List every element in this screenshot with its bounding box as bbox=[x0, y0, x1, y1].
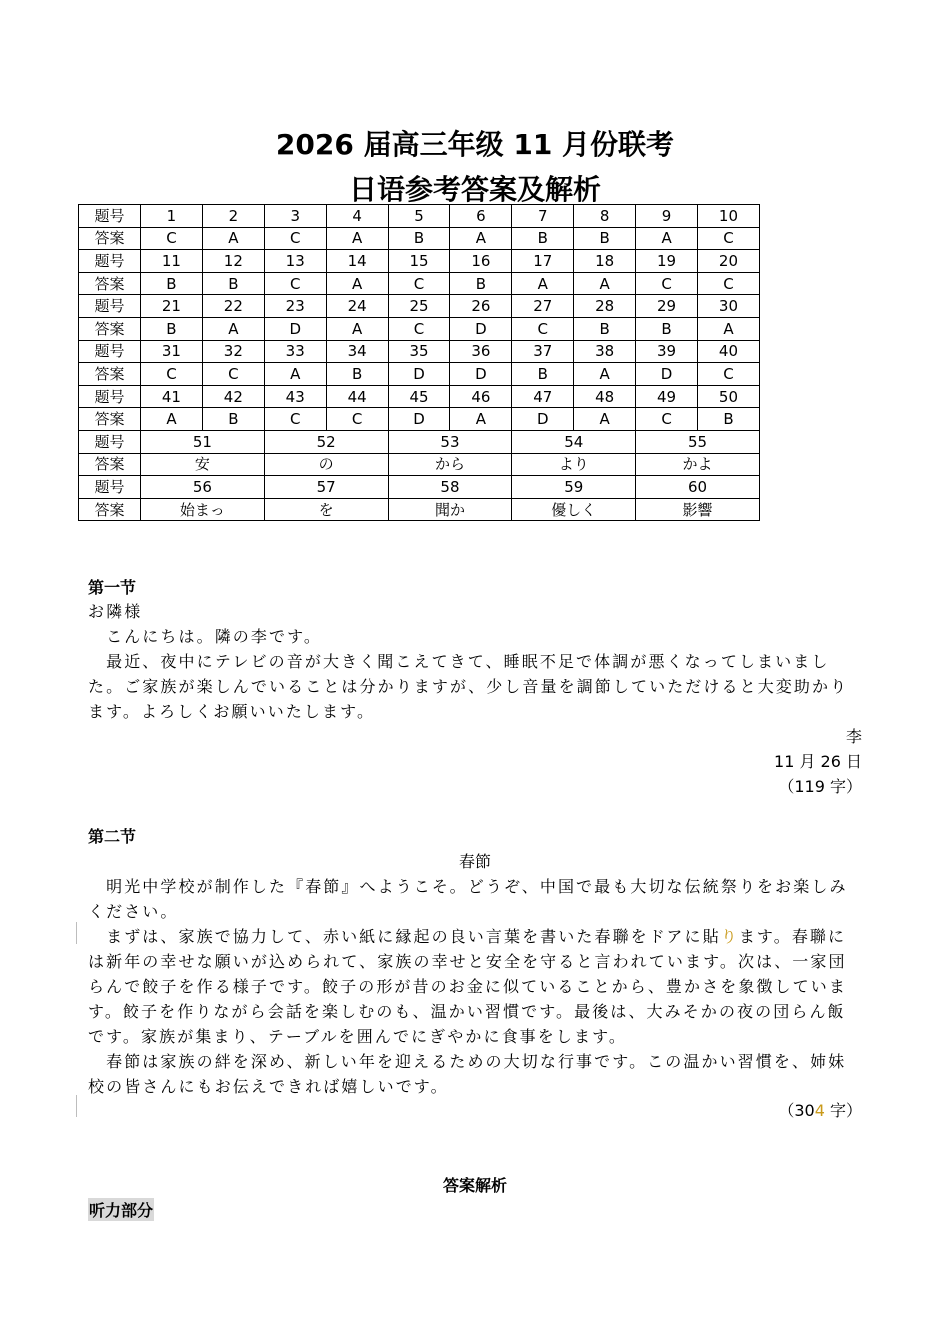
table-cell: 53 bbox=[388, 430, 512, 453]
table-cell: B bbox=[388, 227, 450, 250]
table-cell: 4 bbox=[326, 205, 388, 228]
highlight-char: り bbox=[720, 927, 739, 946]
table-cell: 15 bbox=[388, 250, 450, 273]
table-cell: 34 bbox=[326, 340, 388, 363]
table-cell: A bbox=[512, 272, 574, 295]
table-cell: 36 bbox=[450, 340, 512, 363]
table-cell: 16 bbox=[450, 250, 512, 273]
row-label: 题号 bbox=[79, 430, 141, 453]
answer-table bbox=[78, 204, 760, 521]
letter-signature: 李 bbox=[845, 727, 862, 746]
table-cell: 安 bbox=[141, 453, 265, 476]
table-cell: A bbox=[574, 363, 636, 386]
table-cell: C bbox=[264, 227, 326, 250]
row-label: 答案 bbox=[79, 453, 141, 476]
table-cell: 44 bbox=[326, 385, 388, 408]
table-cell: 影響 bbox=[636, 498, 760, 521]
question-number-row bbox=[79, 205, 760, 228]
table-cell: C bbox=[141, 227, 203, 250]
table-cell: B bbox=[574, 227, 636, 250]
table-cell: 13 bbox=[264, 250, 326, 273]
analysis-heading: 答案解析 bbox=[442, 1176, 507, 1195]
answer-row bbox=[79, 363, 760, 386]
table-cell: C bbox=[698, 227, 760, 250]
table-cell: B bbox=[450, 272, 512, 295]
table-cell: B bbox=[202, 408, 264, 431]
table-cell: A bbox=[574, 408, 636, 431]
row-label: 题号 bbox=[79, 476, 141, 499]
section1-heading: 第一节 bbox=[88, 578, 137, 597]
table-cell: 18 bbox=[574, 250, 636, 273]
row-label: 答案 bbox=[79, 408, 141, 431]
table-cell: 14 bbox=[326, 250, 388, 273]
essay-paragraph-3: 春節は家族の絆を深め、新しい年を迎えるための大切な行事です。この温かい習慣を、姉妹校の皆さんにもお伝えできれば嬉しいです。 bbox=[88, 1052, 847, 1096]
answer-row bbox=[79, 453, 760, 476]
table-cell: B bbox=[141, 272, 203, 295]
table-cell: 58 bbox=[388, 476, 512, 499]
table-cell: 33 bbox=[264, 340, 326, 363]
row-label: 答案 bbox=[79, 317, 141, 340]
table-cell: 19 bbox=[636, 250, 698, 273]
table-cell: 3 bbox=[264, 205, 326, 228]
table-cell: 始まっ bbox=[141, 498, 265, 521]
document-title: 2026 届高三年级 11 月份联考 bbox=[275, 128, 675, 161]
table-cell: A bbox=[202, 227, 264, 250]
table-cell: 8 bbox=[574, 205, 636, 228]
answer-row bbox=[79, 227, 760, 250]
question-number-row bbox=[79, 385, 760, 408]
highlight-count: 4 bbox=[814, 1101, 825, 1120]
table-cell: A bbox=[264, 363, 326, 386]
table-cell: 56 bbox=[141, 476, 265, 499]
table-cell: 29 bbox=[636, 295, 698, 318]
table-cell: C bbox=[264, 408, 326, 431]
table-cell: 39 bbox=[636, 340, 698, 363]
answer-row bbox=[79, 317, 760, 340]
question-number-row bbox=[79, 430, 760, 453]
table-cell: D bbox=[264, 317, 326, 340]
table-cell: 聞か bbox=[388, 498, 512, 521]
table-cell: 49 bbox=[636, 385, 698, 408]
table-cell: 30 bbox=[698, 295, 760, 318]
table-cell: 31 bbox=[141, 340, 203, 363]
table-cell: 5 bbox=[388, 205, 450, 228]
table-cell: A bbox=[141, 408, 203, 431]
table-cell: D bbox=[450, 317, 512, 340]
table-cell: B bbox=[574, 317, 636, 340]
question-number-row bbox=[79, 250, 760, 273]
table-cell: A bbox=[450, 408, 512, 431]
table-cell: 32 bbox=[202, 340, 264, 363]
row-label: 答案 bbox=[79, 272, 141, 295]
table-cell: かよ bbox=[636, 453, 760, 476]
table-cell: 27 bbox=[512, 295, 574, 318]
table-cell: C bbox=[698, 272, 760, 295]
letter-salutation: お隣様 bbox=[88, 602, 143, 621]
table-cell: 6 bbox=[450, 205, 512, 228]
table-cell: C bbox=[388, 317, 450, 340]
table-cell: B bbox=[326, 363, 388, 386]
table-cell: 2 bbox=[202, 205, 264, 228]
row-label: 答案 bbox=[79, 363, 141, 386]
table-cell: 45 bbox=[388, 385, 450, 408]
table-cell: 17 bbox=[512, 250, 574, 273]
table-cell: 41 bbox=[141, 385, 203, 408]
table-cell: 57 bbox=[264, 476, 388, 499]
table-cell: を bbox=[264, 498, 388, 521]
table-cell: D bbox=[388, 363, 450, 386]
table-cell: 54 bbox=[512, 430, 636, 453]
table-cell: C bbox=[388, 272, 450, 295]
table-cell: A bbox=[636, 227, 698, 250]
question-number-row bbox=[79, 476, 760, 499]
table-cell: A bbox=[574, 272, 636, 295]
question-number-row bbox=[79, 295, 760, 318]
table-cell: 38 bbox=[574, 340, 636, 363]
table-cell: 1 bbox=[141, 205, 203, 228]
answer-row bbox=[79, 408, 760, 431]
table-cell: 43 bbox=[264, 385, 326, 408]
table-cell: C bbox=[698, 363, 760, 386]
table-cell: D bbox=[512, 408, 574, 431]
table-cell: D bbox=[636, 363, 698, 386]
table-cell: 12 bbox=[202, 250, 264, 273]
table-cell: 50 bbox=[698, 385, 760, 408]
table-cell: C bbox=[512, 317, 574, 340]
table-cell: C bbox=[264, 272, 326, 295]
table-cell: D bbox=[450, 363, 512, 386]
table-cell: 37 bbox=[512, 340, 574, 363]
table-cell: B bbox=[512, 363, 574, 386]
row-label: 题号 bbox=[79, 205, 141, 228]
row-label: 题号 bbox=[79, 385, 141, 408]
table-cell: B bbox=[698, 408, 760, 431]
row-label: 答案 bbox=[79, 227, 141, 250]
table-cell: C bbox=[636, 272, 698, 295]
table-cell: 28 bbox=[574, 295, 636, 318]
table-cell: C bbox=[636, 408, 698, 431]
table-cell: B bbox=[141, 317, 203, 340]
table-cell: 23 bbox=[264, 295, 326, 318]
table-cell: 9 bbox=[636, 205, 698, 228]
letter-body: 最近、夜中にテレビの音が大きく聞こえてきて、睡眠不足で体調が悪くなってしまいました。ご家族が楽しんでいることは分かりますが、少し音量を調節していただけると大変助かります。よろしくお願いいたします。 bbox=[88, 652, 849, 721]
table-cell: B bbox=[512, 227, 574, 250]
table-cell: 20 bbox=[698, 250, 760, 273]
row-label: 题号 bbox=[79, 295, 141, 318]
table-cell: 優しく bbox=[512, 498, 636, 521]
table-cell: 35 bbox=[388, 340, 450, 363]
table-cell: A bbox=[202, 317, 264, 340]
row-label: 题号 bbox=[79, 340, 141, 363]
table-cell: 40 bbox=[698, 340, 760, 363]
table-cell: 24 bbox=[326, 295, 388, 318]
table-cell: A bbox=[326, 272, 388, 295]
question-number-row bbox=[79, 340, 760, 363]
table-cell: A bbox=[450, 227, 512, 250]
table-cell: 46 bbox=[450, 385, 512, 408]
margin-bar-2 bbox=[76, 1095, 77, 1117]
letter-date: 11 月 26 日 bbox=[774, 752, 862, 771]
table-cell: 48 bbox=[574, 385, 636, 408]
table-cell: 10 bbox=[698, 205, 760, 228]
table-cell: 52 bbox=[264, 430, 388, 453]
table-cell: A bbox=[326, 317, 388, 340]
table-cell: 47 bbox=[512, 385, 574, 408]
table-cell: から bbox=[388, 453, 512, 476]
table-cell: 7 bbox=[512, 205, 574, 228]
table-cell: 25 bbox=[388, 295, 450, 318]
answer-row bbox=[79, 272, 760, 295]
table-cell: 59 bbox=[512, 476, 636, 499]
row-label: 答案 bbox=[79, 498, 141, 521]
table-cell: 55 bbox=[636, 430, 760, 453]
table-cell: C bbox=[202, 363, 264, 386]
table-cell: D bbox=[388, 408, 450, 431]
essay-paragraph-1: 明光中学校が制作した『春節』へようこそ。どうぞ、中国で最も大切な伝統祭りをお楽しみください。 bbox=[88, 877, 848, 921]
table-cell: の bbox=[264, 453, 388, 476]
essay-paragraph-2: まずは、家族で協力して、赤い紙に縁起の良い言葉を書いた春聯をドアに貼ります。春聯には新年の幸せな願いが込められて、家族の幸せと安全を守ると言われています。次は、一家団らんで餃子を作る様子です。餃子の形が昔のお金に似ていることから、豊かさを象徴しています。餃子を作りながら会話を楽しむのも、温かい習慣です。最後は、大みそかの夜の団らん飯です。家族が集まり、テーブルを囲んでにぎやかに食事をします。 bbox=[88, 927, 847, 1046]
table-cell: A bbox=[698, 317, 760, 340]
table-cell: 42 bbox=[202, 385, 264, 408]
table-cell: A bbox=[326, 227, 388, 250]
table-cell: B bbox=[636, 317, 698, 340]
table-cell: 21 bbox=[141, 295, 203, 318]
essay-title: 春節 bbox=[458, 852, 491, 871]
letter-greeting: こんにちは。隣の李です。 bbox=[88, 627, 323, 646]
listening-section-label: 听力部分 bbox=[88, 1198, 154, 1221]
table-cell: 22 bbox=[202, 295, 264, 318]
letter-char-count: （119 字） bbox=[778, 777, 862, 796]
table-cell: 51 bbox=[141, 430, 265, 453]
table-cell: 26 bbox=[450, 295, 512, 318]
section2-heading: 第二节 bbox=[88, 827, 137, 846]
row-label: 题号 bbox=[79, 250, 141, 273]
answer-row bbox=[79, 498, 760, 521]
table-cell: C bbox=[141, 363, 203, 386]
margin-bar bbox=[76, 922, 77, 944]
table-cell: より bbox=[512, 453, 636, 476]
table-cell: 60 bbox=[636, 476, 760, 499]
table-cell: C bbox=[326, 408, 388, 431]
table-cell: B bbox=[202, 272, 264, 295]
essay-char-count: （304 字） bbox=[778, 1101, 862, 1120]
document-subtitle: 日语参考答案及解析 bbox=[348, 173, 601, 206]
table-cell: 11 bbox=[141, 250, 203, 273]
